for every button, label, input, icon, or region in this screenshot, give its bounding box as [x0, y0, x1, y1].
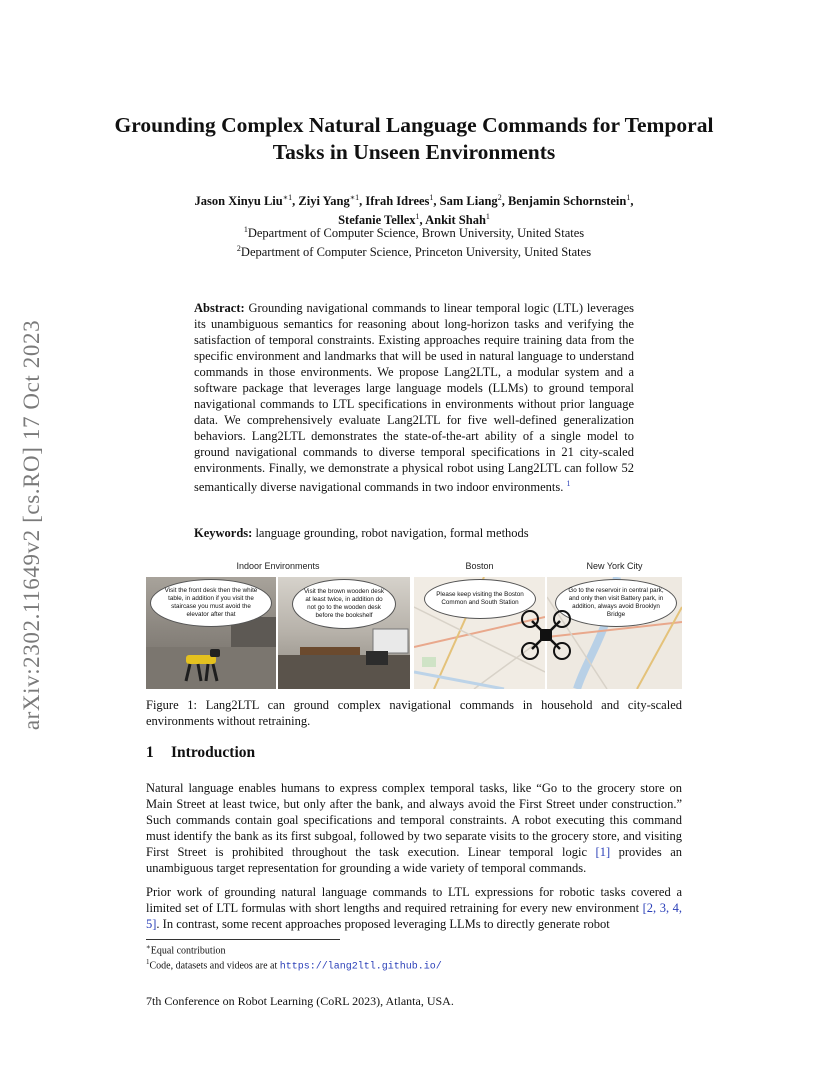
- author-name: Jason Xinyu Liu: [194, 194, 283, 209]
- footnote-text: Code, datasets and videos are at: [149, 960, 278, 972]
- author-name: Sam Liang: [439, 194, 498, 209]
- footnote-rule: [146, 939, 340, 940]
- author-marker: ∗1: [349, 193, 360, 202]
- affiliation-line: [110, 222, 718, 241]
- command-bubble: Go to the reservoir in central park, and only then visit Battery park, in addition, always avoid Brooklyn Bridge: [555, 579, 677, 627]
- keywords-text: language grounding, robot navigation, formal methods: [255, 526, 529, 540]
- author-list: Jason Xinyu Liu$^{∗1}$, Ziyi Yang$^{∗1}$, Ifrah Idrees$^1$, Sam Liang$^2$, Benjamin Schornstein$^1$, Stefanie Tellex$^1$, Ankit Shah$^1$: [194, 193, 634, 228]
- author-marker: 1: [429, 193, 434, 202]
- keywords: [194, 525, 634, 541]
- author-name: Ziyi Yang: [298, 194, 350, 209]
- footnote: [146, 956, 682, 973]
- indoor-photo-1: [146, 577, 276, 689]
- author-name: Ankit Shah: [425, 213, 486, 228]
- figure-1: [146, 561, 682, 691]
- citation-link[interactable]: [2, 3, 4, 5]: [146, 901, 683, 931]
- author-marker: 1: [485, 212, 490, 222]
- affiliation-marker: 2: [236, 244, 241, 254]
- author-marker: 2: [497, 193, 502, 202]
- footnote-marker: ∗: [146, 943, 151, 951]
- code-url-link[interactable]: https://lang2ltl.github.io/: [279, 961, 442, 973]
- figure-caption: Figure 1: Lang2LTL can ground complex navigational commands in household and city-scaled environments without retraining.: [146, 698, 682, 728]
- author-marker: 1: [415, 212, 420, 222]
- affiliation-text: Department of Computer Science, Princeton University, United States: [240, 245, 592, 260]
- command-bubble: Visit the front desk then the white table, in addition if you visit the staircase you must avoid the elevator after that: [150, 579, 272, 627]
- section-heading: [146, 744, 255, 762]
- section-number: 1: [146, 744, 154, 761]
- arxiv-stamp: [14, 290, 50, 760]
- paragraph-text: provides an unambiguous target representation for grounding a wide variety of temporal commands.: [146, 845, 683, 875]
- command-bubble: Visit the brown wooden desk at least twice, in addition do not go to the wooden desk before the bookshelf: [292, 579, 396, 629]
- paragraph-text: . In contrast, some recent approaches proposed leveraging LLMs to directly generate robot: [156, 917, 610, 931]
- footnote-text: Equal contribution: [150, 945, 226, 957]
- indoor-photo-2: [278, 577, 410, 689]
- citation-link[interactable]: [1]: [595, 845, 611, 859]
- drone-icon: [518, 607, 574, 663]
- paragraph-text: Prior work of grounding natural language commands to LTL expressions for robotic tasks covered a limited set of LTL formulas with short lengths and required retraining for every new environment: [146, 885, 682, 915]
- footnote-link[interactable]: 1: [566, 479, 571, 488]
- keywords-label: Keywords:: [194, 526, 253, 540]
- affiliation-line: [110, 241, 718, 260]
- panel-title-boston: Boston: [465, 561, 494, 571]
- paragraph: [146, 884, 682, 932]
- affiliation-marker: 1: [243, 225, 248, 234]
- author-marker: 1: [626, 193, 631, 202]
- paragraph: [146, 780, 682, 876]
- paragraph-text: Natural language enables humans to express complex temporal tasks, like “Go to the grocery store on Main Street at least twice, but only after the bank, and always avoid the First Street under construction.” Such commands contain goal specifications and temporal constraints. A robot executing this command must identify the bank as its first subgoal, followed by two separate visits to the grocery store, and visiting First Street is prohibited throughout the task execution. Linear temporal logic: [146, 781, 682, 859]
- conference-note: 7th Conference on Robot Learning (CoRL 2023), Atlanta, USA.: [146, 994, 454, 1008]
- author-marker: ∗1: [282, 193, 293, 202]
- author-name: Stefanie Tellex: [338, 213, 416, 228]
- footnote-marker: 1: [146, 958, 150, 966]
- abstract-text: Grounding navigational commands to linear temporal logic (LTL) leverages its unambiguous semantics for reasoning about long-horizon tasks and verifying the satisfaction of temporal constraints. Existing approaches require training data from the specific environment and landmarks that will be used in natural language to understand commands in those environments. We propose Lang2LTL, a modular system and a software package that leverages large language models (LLMs) to ground temporal navigational commands to LTL specifications in environments without prior language data. We comprehensively evaluate Lang2LTL for five well-defined generalization behaviors. Lang2LTL demonstrates the state-of-the-art ability of a single model to ground navigational commands to diverse temporal specifications in 21 city-scaled environments. Finally, we demonstrate a physical robot using Lang2LTL can follow 52 semantically diverse navigational commands in two indoor environments.: [194, 301, 635, 495]
- abstract-label: Abstract:: [194, 301, 245, 315]
- abstract: [194, 300, 634, 495]
- paper-title: Grounding Complex Natural Language Commands for Temporal Tasks in Unseen Environments: [114, 113, 714, 164]
- section-title: Introduction: [171, 744, 256, 761]
- author-name: Benjamin Schornstein: [507, 194, 627, 209]
- arxiv-id: arXiv:2302.11649v2 [cs.RO] 17 Oct 2023: [19, 319, 44, 731]
- footnote: [146, 941, 682, 957]
- affiliation-text: Department of Computer Science, Brown University, United States: [247, 226, 585, 241]
- author-name: Ifrah Idrees: [365, 194, 430, 209]
- command-bubble: Please keep visiting the Boston Common and South Station: [424, 579, 536, 619]
- panel-title-nyc: New York City: [586, 561, 643, 571]
- panel-title-indoor: Indoor Environments: [236, 561, 320, 571]
- affiliations: [110, 222, 718, 260]
